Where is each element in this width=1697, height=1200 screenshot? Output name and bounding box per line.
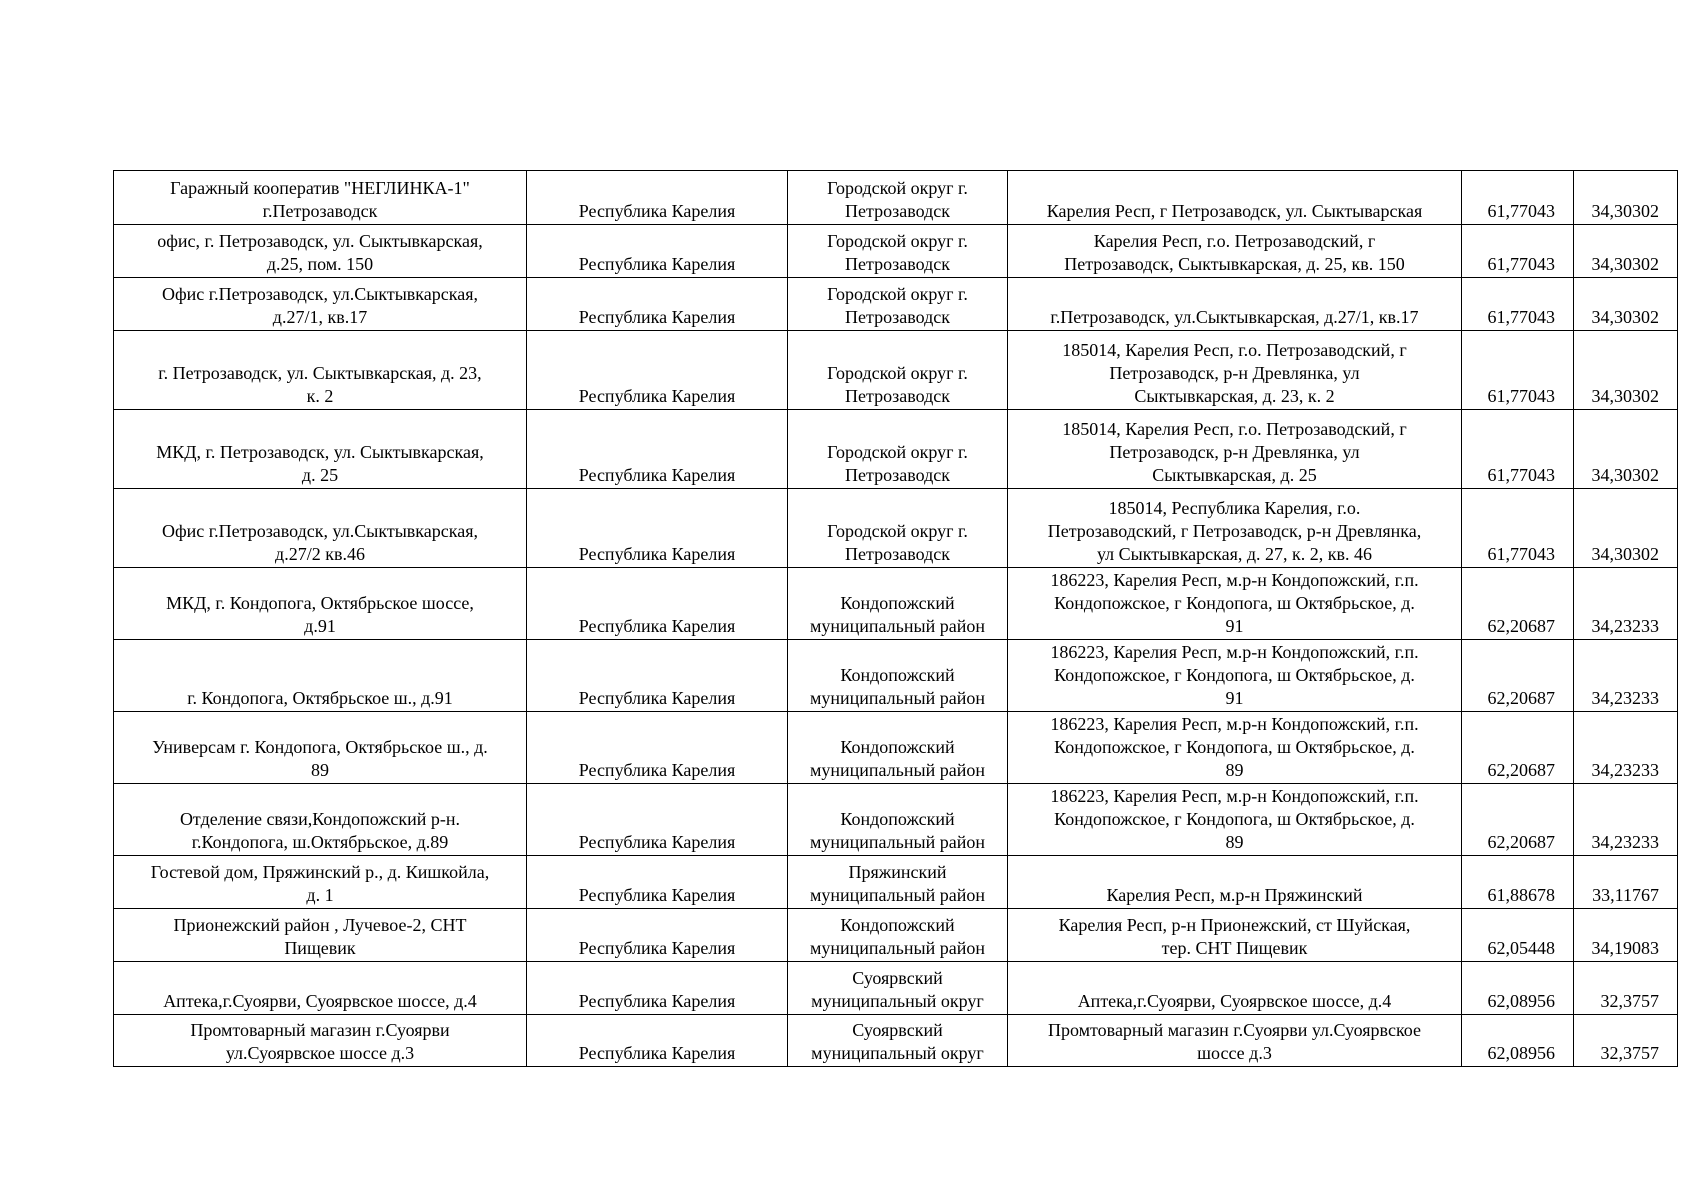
cell-region: Республика Карелия [527, 225, 788, 278]
cell-region: Республика Карелия [527, 909, 788, 962]
cell-name: г. Петрозаводск, ул. Сыктывкарская, д. 23, к. 2 [114, 331, 527, 410]
cell-address: Карелия Респ, р-н Прионежский, ст Шуйская, тер. СНТ Пищевик [1008, 909, 1462, 962]
cell-district: Суоярвский муниципальный округ [788, 1015, 1008, 1067]
cell-district: Городской округ г. Петрозаводск [788, 410, 1008, 489]
cell-name: Аптека,г.Суоярви, Суоярвское шоссе, д.4 [114, 962, 527, 1015]
cell-address: г.Петрозаводск, ул.Сыктывкарская, д.27/1, кв.17 [1008, 278, 1462, 331]
cell-address: Карелия Респ, м.р-н Пряжинский [1008, 856, 1462, 909]
cell-district: Суоярвский муниципальный округ [788, 962, 1008, 1015]
cell-region: Республика Карелия [527, 784, 788, 856]
cell-longitude: 34,30302 [1574, 331, 1678, 410]
cell-address: 185014, Республика Карелия, г.о. Петрозаводский, г Петрозаводск, р-н Древлянка, ул Сыктывкарская, д. 27, к. 2, кв. 46 [1008, 489, 1462, 568]
cell-name: офис, г. Петрозаводск, ул. Сыктывкарская, д.25, пом. 150 [114, 225, 527, 278]
cell-name: Офис г.Петрозаводск, ул.Сыктывкарская, д.27/2 кв.46 [114, 489, 527, 568]
cell-district: Кондопожский муниципальный район [788, 784, 1008, 856]
cell-address: 186223, Карелия Респ, м.р-н Кондопожский, г.п. Кондопожское, г Кондопога, ш Октябрьское, д. 91 [1008, 568, 1462, 640]
cell-name: Прионежский район , Лучевое-2, СНТ Пищевик [114, 909, 527, 962]
cell-longitude: 34,23233 [1574, 568, 1678, 640]
table-row [114, 278, 1678, 331]
cell-latitude: 61,77043 [1462, 489, 1574, 568]
cell-name: МКД, г. Петрозаводск, ул. Сыктывкарская, д. 25 [114, 410, 527, 489]
cell-latitude: 61,77043 [1462, 278, 1574, 331]
cell-latitude: 61,77043 [1462, 410, 1574, 489]
cell-name: Офис г.Петрозаводск, ул.Сыктывкарская, д.27/1, кв.17 [114, 278, 527, 331]
cell-name: Промтоварный магазин г.Суоярви ул.Суоярвское шоссе д.3 [114, 1015, 527, 1067]
cell-latitude: 61,88678 [1462, 856, 1574, 909]
cell-latitude: 61,77043 [1462, 331, 1574, 410]
cell-longitude: 34,30302 [1574, 278, 1678, 331]
cell-longitude: 34,23233 [1574, 640, 1678, 712]
cell-region: Республика Карелия [527, 856, 788, 909]
cell-district: Кондопожский муниципальный район [788, 909, 1008, 962]
cell-latitude: 62,20687 [1462, 640, 1574, 712]
cell-longitude: 34,30302 [1574, 410, 1678, 489]
cell-region: Республика Карелия [527, 171, 788, 225]
address-table [113, 170, 1678, 1067]
table-row [114, 712, 1678, 784]
cell-district: Кондопожский муниципальный район [788, 568, 1008, 640]
cell-longitude: 34,23233 [1574, 712, 1678, 784]
table-row [114, 784, 1678, 856]
cell-address: Промтоварный магазин г.Суоярви ул.Суоярвское шоссе д.3 [1008, 1015, 1462, 1067]
cell-latitude: 62,08956 [1462, 962, 1574, 1015]
cell-district: Городской округ г. Петрозаводск [788, 171, 1008, 225]
cell-region: Республика Карелия [527, 331, 788, 410]
cell-name: Отделение связи,Кондопожский р-н. г.Кондопога, ш.Октябрьское, д.89 [114, 784, 527, 856]
table-row [114, 962, 1678, 1015]
cell-district: Городской округ г. Петрозаводск [788, 489, 1008, 568]
cell-address: 185014, Карелия Респ, г.о. Петрозаводский, г Петрозаводск, р-н Древлянка, ул Сыктывкарская, д. 25 [1008, 410, 1462, 489]
table-row [114, 1015, 1678, 1067]
cell-latitude: 62,20687 [1462, 784, 1574, 856]
table-body [114, 171, 1678, 1067]
table-row [114, 171, 1678, 225]
cell-address: Карелия Респ, г.о. Петрозаводский, г Петрозаводск, Сыктывкарская, д. 25, кв. 150 [1008, 225, 1462, 278]
cell-longitude: 34,30302 [1574, 171, 1678, 225]
cell-name: МКД, г. Кондопога, Октябрьское шоссе, д.91 [114, 568, 527, 640]
table-row [114, 410, 1678, 489]
cell-region: Республика Карелия [527, 962, 788, 1015]
table-row [114, 640, 1678, 712]
cell-region: Республика Карелия [527, 1015, 788, 1067]
cell-address: 186223, Карелия Респ, м.р-н Кондопожский, г.п. Кондопожское, г Кондопога, ш Октябрьское, д. 91 [1008, 640, 1462, 712]
cell-longitude: 34,30302 [1574, 225, 1678, 278]
cell-name: Гаражный кооператив "НЕГЛИНКА-1" г.Петрозаводск [114, 171, 527, 225]
cell-region: Республика Карелия [527, 278, 788, 331]
cell-latitude: 62,05448 [1462, 909, 1574, 962]
cell-longitude: 34,23233 [1574, 784, 1678, 856]
cell-region: Республика Карелия [527, 410, 788, 489]
table-row [114, 489, 1678, 568]
cell-region: Республика Карелия [527, 568, 788, 640]
cell-name: Гостевой дом, Пряжинский р., д. Кишкойла, д. 1 [114, 856, 527, 909]
table-row [114, 331, 1678, 410]
cell-district: Городской округ г. Петрозаводск [788, 278, 1008, 331]
cell-longitude: 34,19083 [1574, 909, 1678, 962]
cell-district: Пряжинский муниципальный район [788, 856, 1008, 909]
cell-address: 186223, Карелия Респ, м.р-н Кондопожский, г.п. Кондопожское, г Кондопога, ш Октябрьское, д. 89 [1008, 784, 1462, 856]
table-row [114, 909, 1678, 962]
cell-longitude: 34,30302 [1574, 489, 1678, 568]
table-row [114, 225, 1678, 278]
cell-region: Республика Карелия [527, 712, 788, 784]
cell-region: Республика Карелия [527, 489, 788, 568]
cell-address: 186223, Карелия Респ, м.р-н Кондопожский, г.п. Кондопожское, г Кондопога, ш Октябрьское, д. 89 [1008, 712, 1462, 784]
cell-district: Кондопожский муниципальный район [788, 640, 1008, 712]
cell-longitude: 32,3757 [1574, 962, 1678, 1015]
cell-district: Городской округ г. Петрозаводск [788, 331, 1008, 410]
cell-address: Аптека,г.Суоярви, Суоярвское шоссе, д.4 [1008, 962, 1462, 1015]
cell-name: г. Кондопога, Октябрьское ш., д.91 [114, 640, 527, 712]
cell-district: Городской округ г. Петрозаводск [788, 225, 1008, 278]
cell-address: Карелия Респ, г Петрозаводск, ул. Сыктыварская [1008, 171, 1462, 225]
cell-name: Универсам г. Кондопога, Октябрьское ш., д. 89 [114, 712, 527, 784]
table-row [114, 568, 1678, 640]
cell-address: 185014, Карелия Респ, г.о. Петрозаводский, г Петрозаводск, р-н Древлянка, ул Сыктывкарская, д. 23, к. 2 [1008, 331, 1462, 410]
cell-latitude: 62,20687 [1462, 712, 1574, 784]
cell-latitude: 62,20687 [1462, 568, 1574, 640]
table-row [114, 856, 1678, 909]
cell-district: Кондопожский муниципальный район [788, 712, 1008, 784]
cell-longitude: 33,11767 [1574, 856, 1678, 909]
cell-latitude: 61,77043 [1462, 225, 1574, 278]
cell-longitude: 32,3757 [1574, 1015, 1678, 1067]
cell-latitude: 61,77043 [1462, 171, 1574, 225]
cell-region: Республика Карелия [527, 640, 788, 712]
cell-latitude: 62,08956 [1462, 1015, 1574, 1067]
